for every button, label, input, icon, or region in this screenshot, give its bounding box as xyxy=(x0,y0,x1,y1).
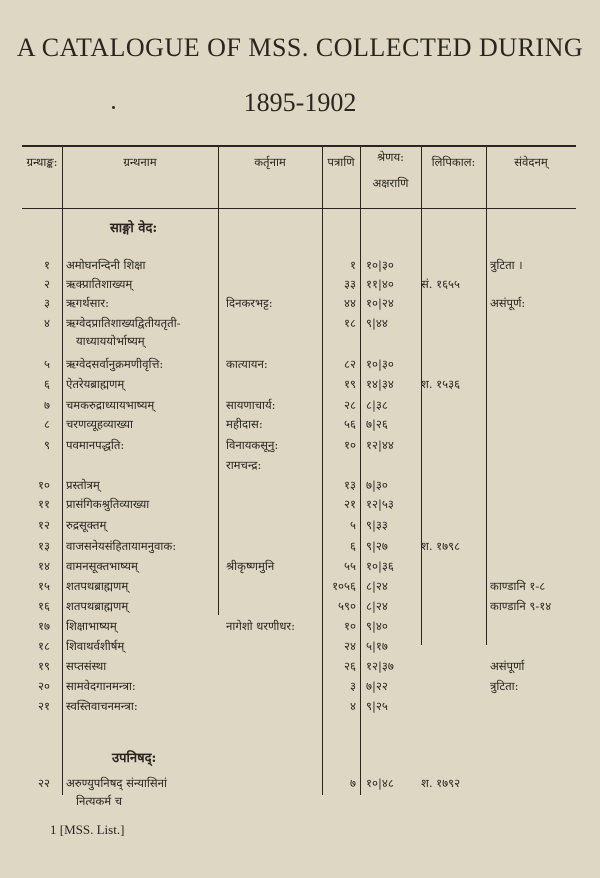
cell-n: ७ xyxy=(44,398,50,412)
cell-pages: १० xyxy=(344,438,356,452)
cell-author: कात्यायन: xyxy=(226,357,268,371)
cell-n: २१ xyxy=(38,699,50,713)
cell-remark: त्रुटिता: xyxy=(490,679,519,693)
cell-name: शिक्षाभाष्यम् xyxy=(66,619,117,633)
cell-date: श. १७९२ xyxy=(421,776,461,790)
cell-name: अमोघनन्दिनी शिक्षा xyxy=(66,258,146,272)
column-rule xyxy=(486,145,487,645)
cell-pages: ५५ xyxy=(344,559,356,573)
cell-author: नागेशो धरणीधर: xyxy=(226,619,296,633)
cell-n: १० xyxy=(38,478,50,492)
cell-name: स्वस्तिवाचनमन्त्रा: xyxy=(66,699,138,713)
cell-n: १४ xyxy=(38,559,50,573)
cell-lines: १०|३० xyxy=(366,258,394,272)
cell-lines: ९|३३ xyxy=(366,518,388,532)
cell-name: शिवाथर्वशीर्षम् xyxy=(66,639,125,653)
cell-pages: ५६ xyxy=(344,417,356,431)
cell-name-continued: नित्यकर्म च xyxy=(76,794,123,808)
cell-name: ऋगर्थसार: xyxy=(66,296,109,310)
cell-pages: १० xyxy=(344,619,356,633)
cell-name: सप्तसंस्था xyxy=(66,659,107,673)
cell-remark: काण्डानि ९-१४ xyxy=(490,599,552,613)
cell-lines: ८|२४ xyxy=(366,599,388,613)
cell-name: ऋक्प्रातिशाख्यम् xyxy=(66,277,133,291)
cell-name: प्रासंगिकश्रुतिव्याख्या xyxy=(66,497,150,511)
cell-remark: त्रुटिता । xyxy=(490,258,523,272)
cell-name: चरणव्यूहव्याख्या xyxy=(66,417,133,431)
header-lines: श्रेणय: xyxy=(376,150,404,164)
cell-lines: ९|२७ xyxy=(366,539,388,553)
cell-pages: ३ xyxy=(350,679,356,693)
cell-n: ११ xyxy=(38,497,50,511)
cell-name: ऐतरेयब्राह्मणम् xyxy=(66,377,125,391)
cell-name: पवमानपद्धति: xyxy=(66,438,125,452)
cell-pages: ४४ xyxy=(344,296,356,310)
cell-name: प्रस्तोत्रम् xyxy=(66,478,100,492)
header-pages: पत्राणि xyxy=(327,155,355,169)
cell-pages: १ xyxy=(350,258,356,272)
header-number: ग्रन्थाङ्क: xyxy=(26,155,58,169)
cell-date: श. १७९८ xyxy=(421,539,461,553)
cell-name: अरुण्युपनिषद् संन्यासिनां xyxy=(66,776,168,790)
cell-pages: २६ xyxy=(344,659,356,673)
cell-pages: ३३ xyxy=(344,277,356,291)
cell-n: ९ xyxy=(44,438,50,452)
column-rule xyxy=(360,145,361,795)
cell-name: ऋग्वेदसर्वानुक्रमणीवृत्ति: xyxy=(66,357,164,371)
cell-pages: २८ xyxy=(344,398,356,412)
cell-n: १५ xyxy=(38,579,50,593)
cell-n: ५ xyxy=(44,357,50,371)
catalogue-years: 1895-1902 xyxy=(243,88,357,117)
cell-lines: ९|४४ xyxy=(366,316,388,330)
cell-remark: असंपूर्ण: xyxy=(490,296,526,310)
cell-lines: ७|२६ xyxy=(366,417,388,431)
cell-pages: २१ xyxy=(344,497,356,511)
cell-pages: १०५६ xyxy=(332,579,356,593)
cell-n: ८ xyxy=(44,417,50,431)
header-letters: अक्षराणि xyxy=(372,176,409,190)
cell-name: सामवेदगानमन्त्रा: xyxy=(66,679,136,693)
cell-n: १२ xyxy=(38,518,50,532)
cell-lines: ९|२५ xyxy=(366,699,388,713)
cell-lines: १४|३४ xyxy=(366,377,394,391)
cell-n: २२ xyxy=(38,776,50,790)
cell-date: श. १५३६ xyxy=(421,377,461,391)
cell-lines: १०|३० xyxy=(366,357,394,371)
cell-author: विनायकसूनु: xyxy=(226,438,279,452)
cell-pages: ८२ xyxy=(344,357,356,371)
cell-lines: १०|४८ xyxy=(366,776,394,790)
cell-lines: ५|१७ xyxy=(366,639,388,653)
cell-pages: ५९० xyxy=(338,599,356,613)
cell-n: १९ xyxy=(38,659,50,673)
cell-name: शतपथब्राह्मणम् xyxy=(66,599,129,613)
cell-lines: १२|५३ xyxy=(366,497,394,511)
cell-n: ३ xyxy=(44,296,50,310)
cell-lines: १२|४४ xyxy=(366,438,394,452)
cell-n: ४ xyxy=(44,316,50,330)
cell-pages: १३ xyxy=(344,478,356,492)
cell-n: ६ xyxy=(44,377,50,391)
cell-lines: ७|३० xyxy=(366,478,388,492)
table-top-rule xyxy=(22,145,576,147)
cell-author: श्रीकृष्णमुनि xyxy=(226,559,275,573)
cell-n: २० xyxy=(38,679,50,693)
cell-name: चमकरुद्राध्यायभाष्यम् xyxy=(66,398,155,412)
cell-lines: ८|३८ xyxy=(366,398,388,412)
cell-name: वाजसनेयसंहितायामनुवाक: xyxy=(66,539,177,553)
column-rule xyxy=(322,145,323,795)
cell-lines: १०|३६ xyxy=(366,559,394,573)
cell-lines: १०|२४ xyxy=(366,296,394,310)
section-heading: उपनिषद्: xyxy=(112,751,157,766)
cell-pages: ६ xyxy=(350,539,356,553)
cell-pages: १९ xyxy=(344,377,356,391)
column-rule xyxy=(218,145,219,615)
cell-author: दिनकरभट्ट: xyxy=(226,296,273,310)
cell-author-continued: रामचन्द्र: xyxy=(226,458,262,472)
cell-lines: ७|२२ xyxy=(366,679,388,693)
column-rule xyxy=(62,145,63,795)
cell-remark: काण्डानि १-८ xyxy=(490,579,546,593)
cell-pages: १८ xyxy=(344,316,356,330)
cell-n: १६ xyxy=(38,599,50,613)
header-rule xyxy=(22,208,576,209)
cell-lines: १२|३७ xyxy=(366,659,394,673)
cell-n: १८ xyxy=(38,639,50,653)
cell-name-continued: याध्याययोर्भाष्यम् xyxy=(76,334,145,348)
section-heading: साङ्गो वेद: xyxy=(110,221,158,236)
cell-author: महीदास: xyxy=(226,417,263,431)
cell-pages: ५ xyxy=(350,518,356,532)
cell-n: १३ xyxy=(38,539,50,553)
cell-date: सं. १६५५ xyxy=(421,277,461,291)
header-date: लिपिकाल: xyxy=(431,155,476,169)
page-footer: 1 [MSS. List.] xyxy=(50,822,125,837)
cell-name: ऋग्वेदप्रातिशाख्यद्वितीयतृती- xyxy=(66,316,181,330)
catalogue-title: A CATALOGUE OF MSS. COLLECTED DURING xyxy=(16,33,584,62)
column-rule xyxy=(421,145,422,645)
header-author: कर्तृनाम xyxy=(254,155,286,169)
cell-n: १ xyxy=(44,258,50,272)
header-title: ग्रन्थनाम xyxy=(123,155,157,169)
cell-lines: ९|४० xyxy=(366,619,388,633)
cell-lines: ११|४० xyxy=(366,277,394,291)
cell-pages: ७ xyxy=(350,776,356,790)
header-remarks: संवेदनम् xyxy=(514,155,548,169)
cell-pages: ४ xyxy=(350,699,356,713)
stray-dot xyxy=(112,106,115,109)
cell-lines: ८|२४ xyxy=(366,579,388,593)
cell-author: सायणाचार्य: xyxy=(226,398,276,412)
cell-pages: २४ xyxy=(344,639,356,653)
cell-name: शतपथब्राह्मणम् xyxy=(66,579,129,593)
cell-n: १७ xyxy=(38,619,50,633)
cell-n: २ xyxy=(44,277,50,291)
cell-remark: असंपूर्णा xyxy=(490,659,525,673)
cell-name: वामनसूक्तभाष्यम् xyxy=(66,559,138,573)
cell-name: रुद्रसूक्तम् xyxy=(66,518,107,532)
